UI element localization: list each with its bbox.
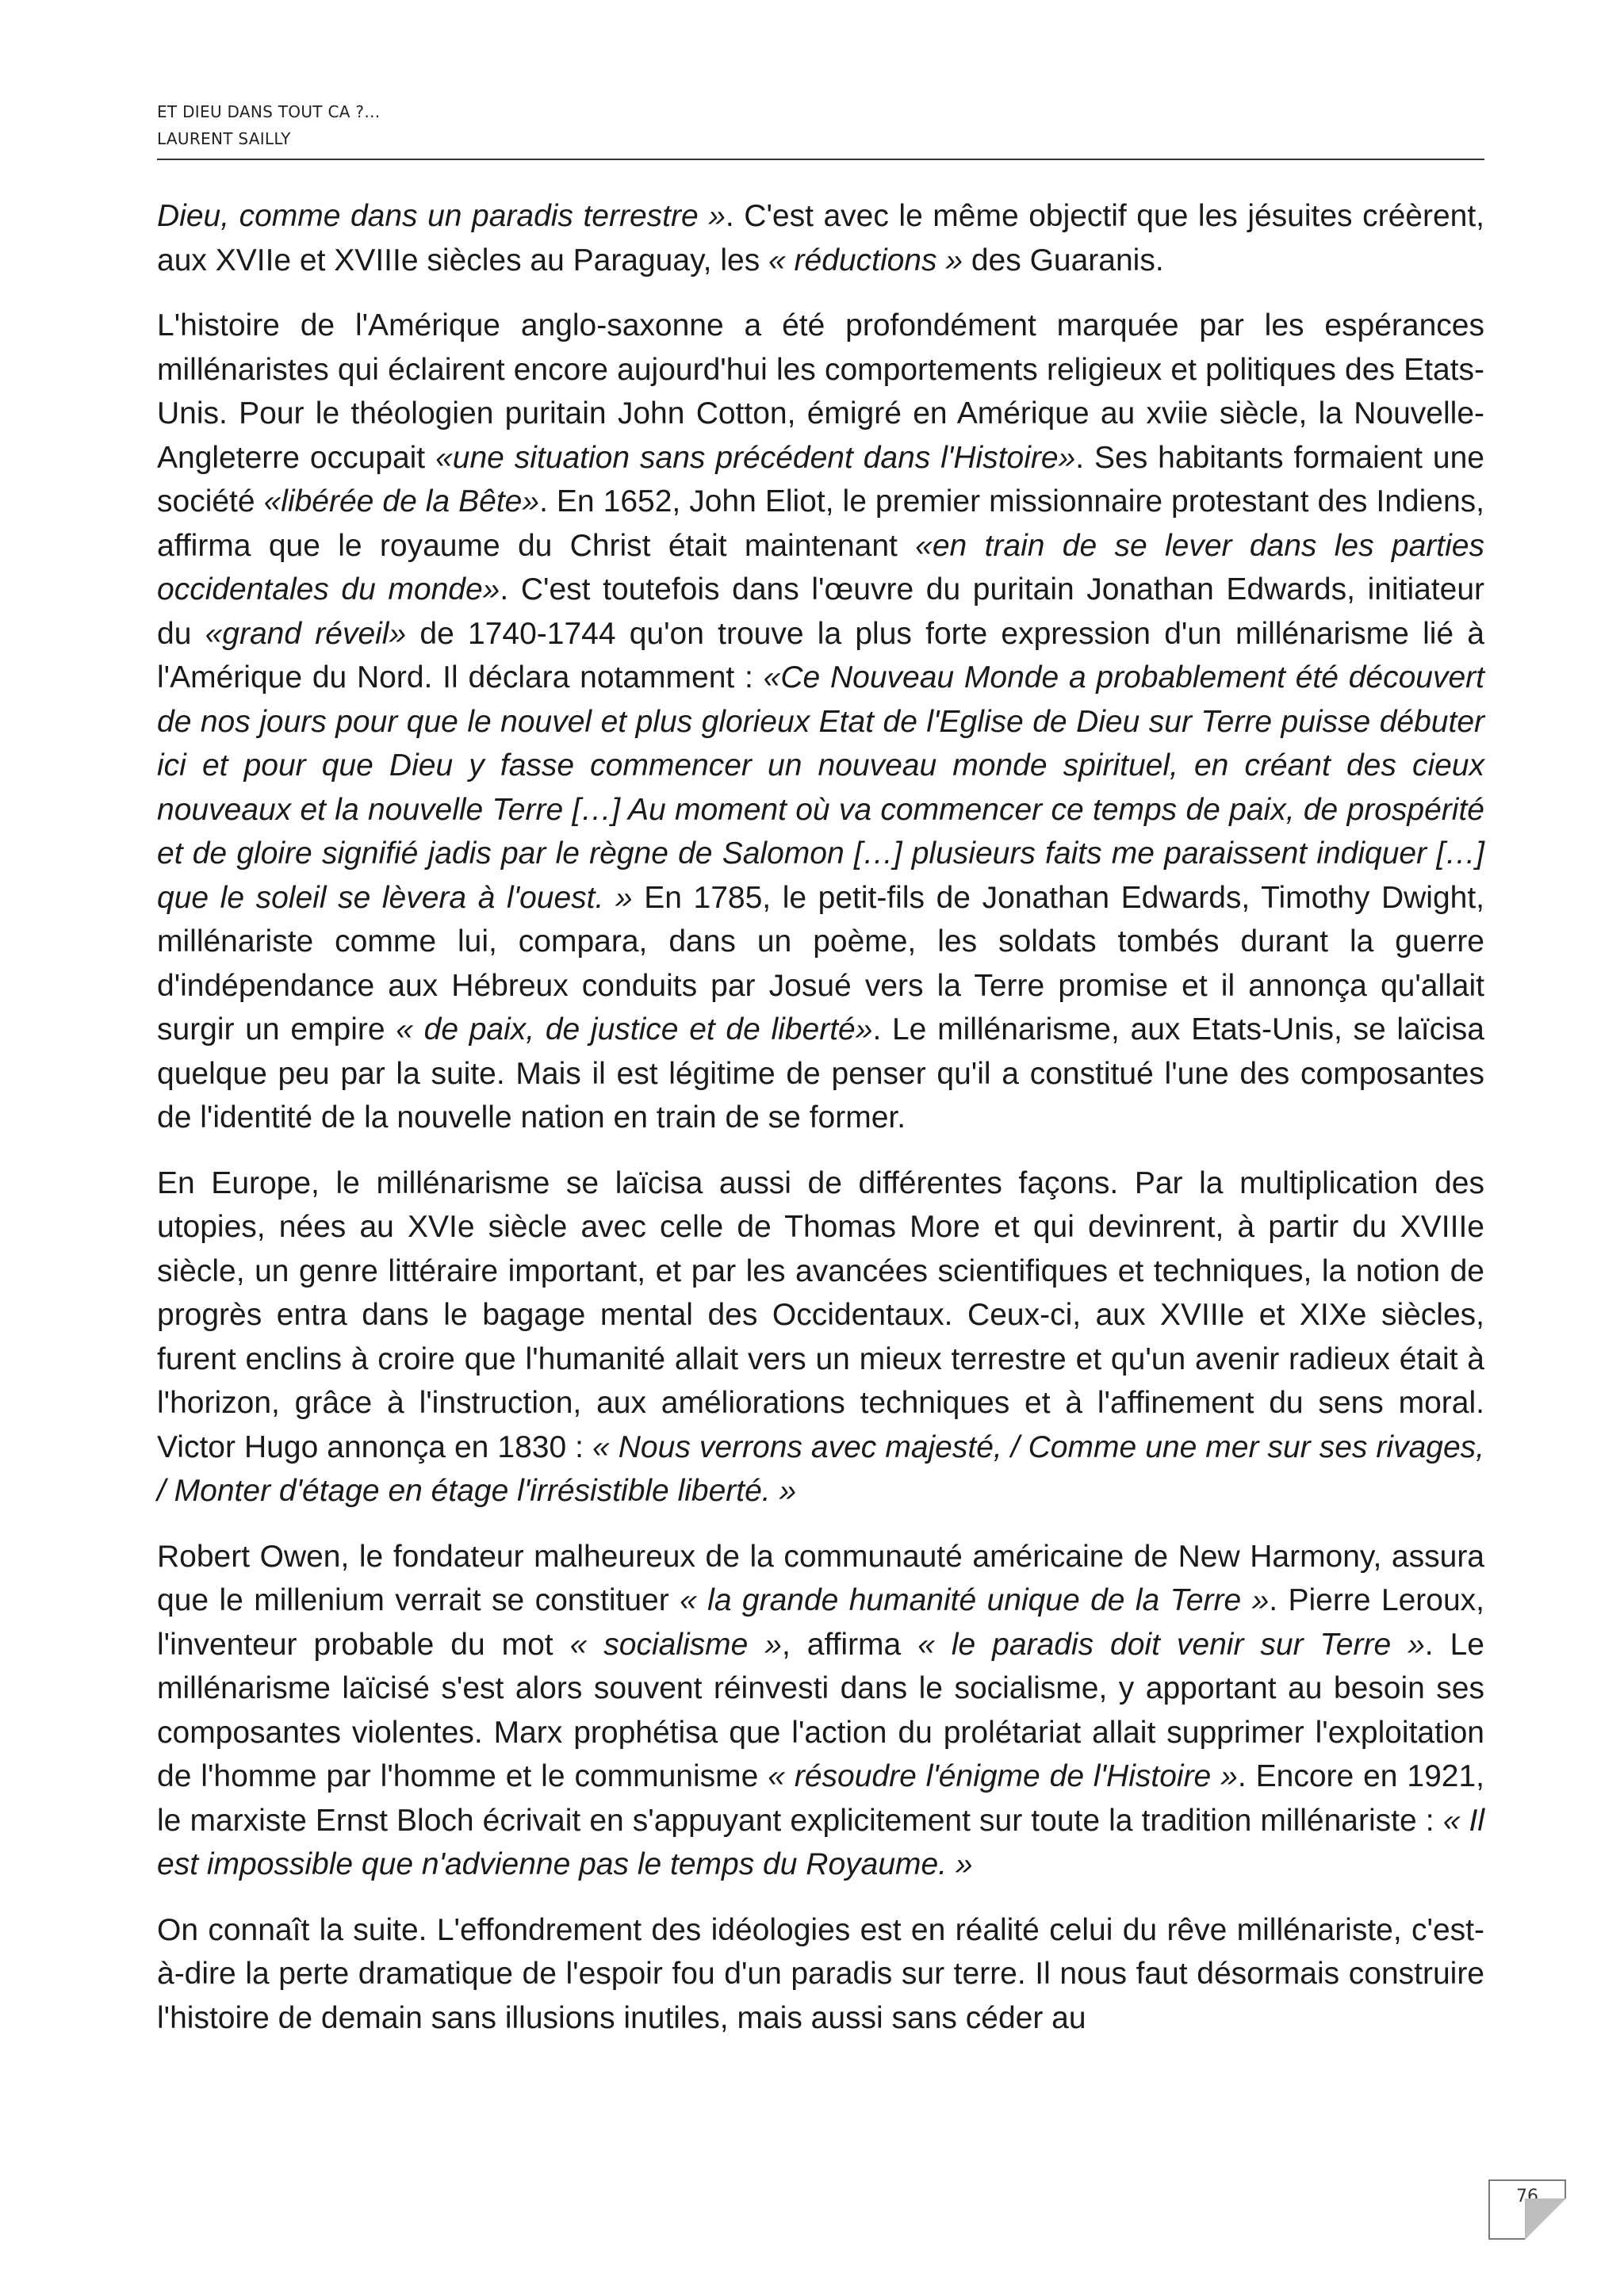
quote-text: «grand réveil» xyxy=(205,616,407,651)
quote-text: «une situation sans précédent dans l'Histoire» xyxy=(435,440,1076,475)
body-text: . Ses habitants formaient une société xyxy=(157,440,1484,519)
paragraph xyxy=(157,1908,1484,2041)
body-text: , affirma xyxy=(781,1627,918,1662)
quote-text: « de paix, de justice et de liberté» xyxy=(396,1012,873,1047)
running-header xyxy=(157,98,1484,152)
quote-text: «en train de se lever dans les parties occidentales du monde» xyxy=(157,528,1484,607)
header-divider xyxy=(157,159,1484,160)
paragraph xyxy=(157,1535,1484,1887)
body-text: . C'est toutefois dans l'œuvre du puritain Jonathan Edwards, initiateur du xyxy=(157,572,1484,651)
author-name: LAURENT SAILLY xyxy=(157,129,291,148)
quote-text: « Il est impossible que n'advienne pas le temps du Royaume. » xyxy=(157,1803,1484,1881)
quote-text: « le paradis doit venir sur Terre » xyxy=(917,1627,1425,1662)
page-number: 76 xyxy=(1516,2187,1538,2206)
body-text: L'histoire de l'Amérique anglo-saxonne a été profondément marquée par les espérances millénaristes qui éclairent encore aujourd'hui les comportements religieux et politiques des Etats-Unis. Pour le théologien puritain John Cotton, émigré en Amérique au xviie siècle, la Nouvelle-Angleterre occupait xyxy=(157,308,1484,475)
body-text: de 1740-1744 qu'on trouve la plus forte expression d'un millénarisme lié à l'Amérique du Nord. Il déclara notamment : xyxy=(157,616,1484,695)
page-curl-icon xyxy=(1525,2198,1566,2240)
body-text: On connaît la suite. L'effondrement des idéologies est en réalité celui du rêve millénariste, c'est-à-dire la perte dramatique de l'espoir fou d'un paradis sur terre. Il nous faut désormais construire l'histoire de demain sans illusions inutiles, mais aussi sans céder au xyxy=(157,1912,1484,2035)
body-text: En 1785, le petit-fils de Jonathan Edwards, Timothy Dwight, millénariste comme lui, compara, dans un poème, les soldats tombés durant la guerre d'indépendance aux Hébreux conduits par Josué vers la Terre promise et il annonça qu'allait surgir un empire xyxy=(157,880,1484,1047)
book-title: ET DIEU DANS TOUT CA ?… xyxy=(157,102,381,121)
paragraph xyxy=(157,194,1484,282)
quote-text: « réductions » xyxy=(768,243,963,277)
quote-text: «Ce Nouveau Monde a probablement été découvert de nos jours pour que le nouvel et plus glorieux Etat de l'Eglise de Dieu sur Terre puisse débuter ici et pour que Dieu y fasse commencer un nouveau monde spirituel, en créant des cieux nouveaux et la nouvelle Terre […] Au moment où va commencer ce temps de paix, de prospérité et de gloire signifié jadis par le règne de Salomon […] plusieurs faits me paraissent indiquer […] que le soleil se lèvera à l'ouest. » xyxy=(157,660,1485,915)
quote-text: «libérée de la Bête» xyxy=(263,484,540,519)
body-text: . Le millénarisme laïcisé s'est alors souvent réinvesti dans le socialisme, y apportant au besoin ses composantes violentes. Marx prophétisa que l'action du prolétariat allait supprimer l'exploitation de l'homme par l'homme et le communisme xyxy=(157,1627,1484,1793)
body-text: . En 1652, John Eliot, le premier missionnaire protestant des Indiens, affirma que le royaume du Christ était maintenant xyxy=(157,484,1484,563)
body-text: des Guaranis. xyxy=(963,243,1164,277)
body-text: . Le millénarisme, aux Etats-Unis, se laïcisa quelque peu par la suite. Mais il est légitime de penser qu'il a constitué l'une des composantes de l'identité de la nouvelle nation en train de se former. xyxy=(157,1012,1484,1135)
body-text: . Pierre Leroux, l'inventeur probable du mot xyxy=(157,1583,1484,1662)
quote-text: « résoudre l'énigme de l'Histoire » xyxy=(768,1759,1238,1793)
body-text: . Encore en 1921, le marxiste Ernst Bloch écrivait en s'appuyant explicitement sur toute la tradition millénariste : xyxy=(157,1759,1484,1838)
quote-text: « Nous verrons avec majesté, / Comme une mer sur ses rivages, / Monter d'étage en étage l'irrésistible liberté. » xyxy=(157,1429,1484,1508)
page-number-box xyxy=(1488,2179,1566,2240)
body-text: En Europe, le millénarisme se laïcisa aussi de différentes façons. Par la multiplication des utopies, nées au XVIe siècle avec celle de Thomas More et qui devinrent, à partir du XVIIIe siècle, un genre littéraire important, et par les avancées scientifiques et techniques, la notion de progrès entra dans le bagage mental des Occidentaux. Ceux-ci, aux XVIIIe et XIXe siècles, furent enclins à croire que l'humanité allait vers un mieux terrestre et qu'un avenir radieux était à l'horizon, grâce à l'instruction, aux améliorations techniques et à l'affinement du sens moral. Victor Hugo annonça en 1830 : xyxy=(157,1165,1484,1464)
body-text: Robert Owen, le fondateur malheureux de la communauté américaine de New Harmony, assura que le millenium verrait se constituer xyxy=(157,1539,1484,1617)
quote-text: Dieu, comme dans un paradis terrestre » xyxy=(157,199,726,233)
quote-text: « socialisme » xyxy=(569,1627,782,1662)
body-text: . C'est avec le même objectif que les jésuites créèrent, aux XVIIe et XVIIIe siècles au Paraguay, les xyxy=(157,199,1485,277)
page-body xyxy=(157,194,1484,2061)
paragraph xyxy=(157,304,1484,1140)
quote-text: « la grande humanité unique de la Terre » xyxy=(680,1583,1270,1617)
paragraph xyxy=(157,1161,1484,1513)
